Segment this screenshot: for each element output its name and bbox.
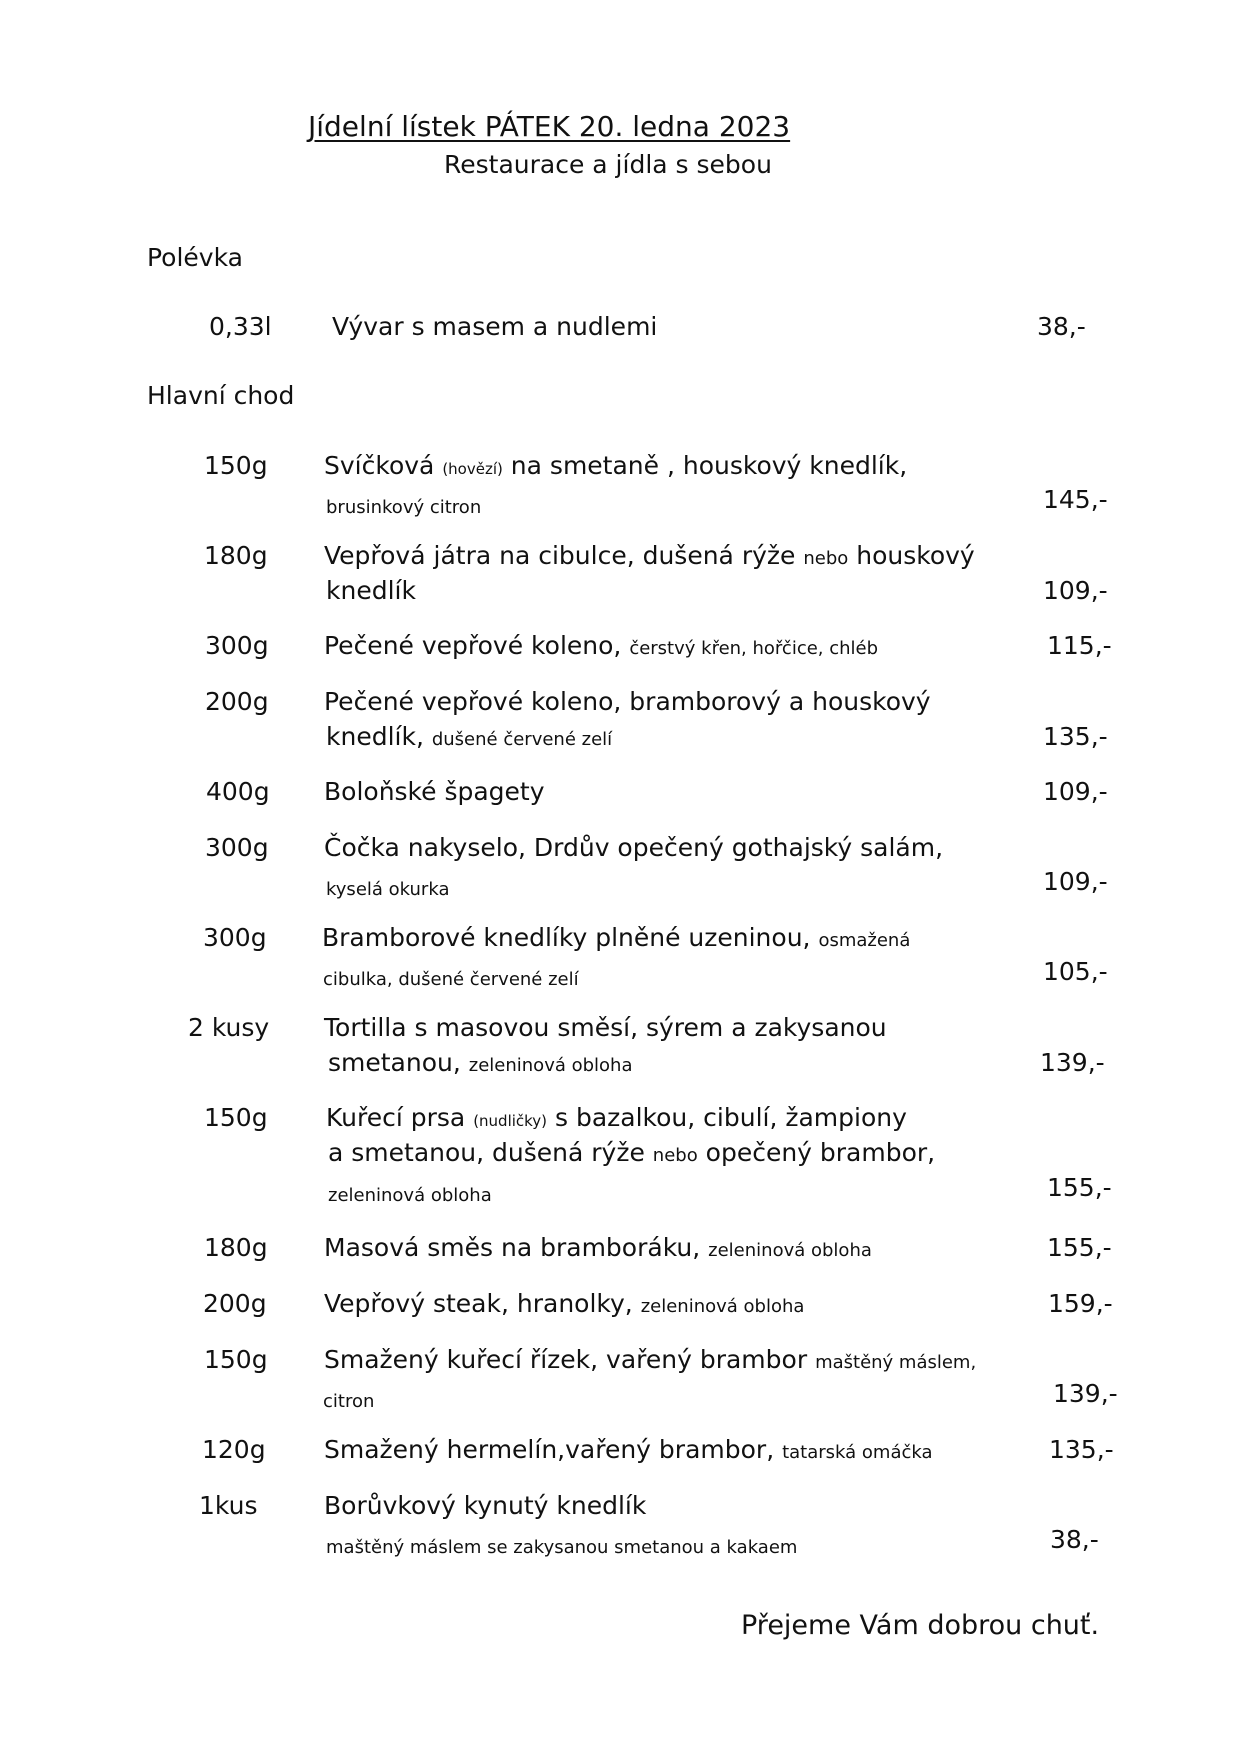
menu-item-name: Pečené vepřové koleno, čerstvý křen, hořčice, chléb: [324, 631, 879, 660]
menu-item-quantity: 150g: [204, 1103, 268, 1132]
menu-item-quantity: 300g: [205, 833, 269, 862]
menu-item-quantity: 180g: [204, 541, 268, 570]
menu-item-name: Tortilla s masovou směsí, sýrem a zakysanou: [324, 1013, 887, 1042]
menu-item-name: Vepřový steak, hranolky, zeleninová obloha: [324, 1289, 805, 1318]
menu-item-name: Masová směs na bramboráku, zeleninová obloha: [324, 1233, 872, 1262]
menu-item-price: 139,-: [1053, 1379, 1118, 1408]
menu-item-name: Smažený hermelín,vařený brambor, tatarská omáčka: [324, 1435, 933, 1464]
menu-item-price: 105,-: [1043, 957, 1108, 986]
soup-quantity: 0,33l: [209, 312, 272, 341]
menu-item-side: a smetanou, dušená rýže nebo opečený brambor,: [328, 1138, 936, 1167]
menu-item-price: 145,-: [1043, 485, 1108, 514]
soup-name: Vývar s masem a nudlemi: [332, 312, 658, 341]
menu-item-quantity: 150g: [204, 1345, 268, 1374]
menu-item-quantity: 150g: [204, 451, 268, 480]
menu-item-price: 155,-: [1047, 1173, 1112, 1202]
menu-item-quantity: 300g: [203, 923, 267, 952]
menu-item-quantity: 300g: [205, 631, 269, 660]
menu-item-price: 159,-: [1048, 1289, 1113, 1318]
menu-item-side: kyselá okurka: [326, 879, 450, 900]
menu-item-name: Čočka nakyselo, Drdův opečený gothajský salám,: [324, 833, 944, 862]
menu-item-quantity: 180g: [204, 1233, 268, 1262]
menu-item-side: brusinkový citron: [326, 497, 482, 518]
menu-item-price: 109,-: [1043, 576, 1108, 605]
menu-item-price: 109,-: [1043, 867, 1108, 896]
menu-item-name: Svíčková (hovězí) na smetaně , houskový knedlík,: [324, 451, 908, 480]
menu-item-side: citron: [323, 1391, 375, 1412]
menu-item-quantity: 200g: [203, 1289, 267, 1318]
section-heading-soup: Polévka: [147, 243, 243, 272]
menu-item-side: smetanou, zeleninová obloha: [328, 1048, 633, 1077]
menu-item-quantity: 2 kusy: [188, 1013, 270, 1042]
menu-item-name: Vepřová játra na cibulce, dušená rýže nebo houskový: [324, 541, 975, 570]
menu-item-name: Borůvkový kynutý knedlík: [324, 1491, 647, 1520]
menu-item-side: zeleninová obloha: [328, 1185, 492, 1206]
menu-title: Jídelní lístek PÁTEK 20. ledna 2023: [308, 110, 791, 143]
menu-item-name: Boloňské špagety: [324, 777, 545, 806]
menu-item-price: 115,-: [1047, 631, 1112, 660]
menu-item-quantity: 1kus: [199, 1491, 258, 1520]
menu-item-name: Kuřecí prsa (nudličky) s bazalkou, cibulí, žampiony: [326, 1103, 907, 1132]
menu-item-price: 135,-: [1043, 722, 1108, 751]
menu-item-price: 139,-: [1040, 1048, 1105, 1077]
menu-item-side: cibulka, dušené červené zelí: [323, 969, 579, 990]
menu-item-side: maštěný máslem se zakysanou smetanou a kakaem: [326, 1537, 798, 1558]
menu-item-quantity: 400g: [206, 777, 270, 806]
menu-item-name: Smažený kuřecí řízek, vařený brambor maštěný máslem,: [324, 1345, 977, 1374]
menu-item-side: knedlík: [326, 576, 416, 605]
closing-greeting: Přejeme Vám dobrou chuť.: [741, 1610, 1100, 1641]
menu-item-price: 109,-: [1043, 777, 1108, 806]
menu-item-quantity: 200g: [205, 687, 269, 716]
menu-subtitle: Restaurace a jídla s sebou: [444, 150, 772, 179]
menu-item-name: Bramborové knedlíky plněné uzeninou, osmažená: [322, 923, 911, 952]
menu-item-price: 38,-: [1050, 1525, 1099, 1554]
soup-price: 38,-: [1037, 312, 1086, 341]
menu-item-price: 135,-: [1049, 1435, 1114, 1464]
menu-item-quantity: 120g: [202, 1435, 266, 1464]
menu-item-side: knedlík, dušené červené zelí: [326, 722, 613, 751]
section-heading-main: Hlavní chod: [147, 381, 295, 410]
menu-item-price: 155,-: [1047, 1233, 1112, 1262]
menu-item-name: Pečené vepřové koleno, bramborový a houskový: [324, 687, 931, 716]
